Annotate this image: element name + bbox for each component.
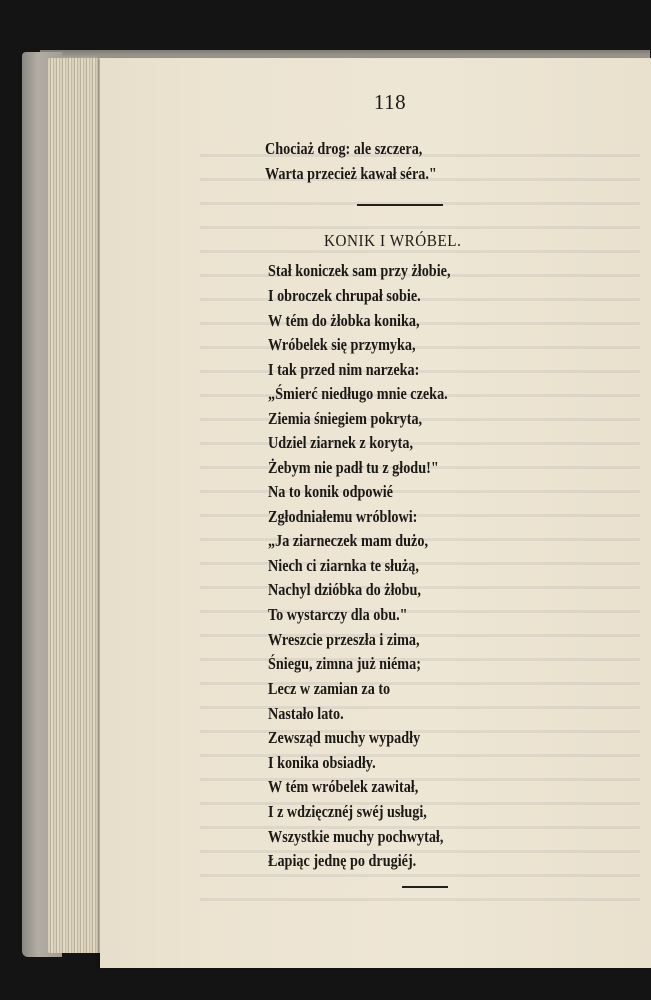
end-divider: [402, 886, 448, 888]
poem-line: I konika obsiadły.: [268, 753, 376, 772]
poem-line: Łapiąc jednę po drugiéj.: [268, 851, 417, 870]
poem-line: „Ja ziarneczek mam dużo,: [268, 531, 429, 550]
poem-line: I z wdzięcznéj swéj usługi,: [268, 802, 427, 821]
poem-line: W tém do żłobka konika,: [268, 311, 420, 330]
poem-line: To wystarczy dla obu.": [268, 605, 408, 624]
poem-line: Zgłodniałemu wróblowi:: [268, 507, 418, 526]
section-divider: [357, 204, 443, 206]
poem-line: W tém wróbelek zawitał,: [268, 777, 419, 796]
poem-line: Zewsząd muchy wypadły: [268, 728, 421, 747]
poem-title: KONIK I WRÓBEL.: [324, 231, 462, 250]
poem-line: Udziel ziarnek z koryta,: [268, 433, 414, 452]
poem-line: Żebym nie padł tu z głodu!": [268, 458, 439, 477]
poem-line: Stał koniczek sam przy żłobie,: [268, 261, 451, 280]
poem-line: Lecz w zamian za to: [268, 679, 391, 698]
poem-line: Na to konik odpowié: [268, 482, 393, 501]
poem-line: Wszystkie muchy pochwytał,: [268, 827, 444, 846]
poem-line: Wróbelek się przymyka,: [268, 335, 416, 354]
poem-line: I obroczek chrupał sobie.: [268, 286, 421, 305]
poem-line: Nastało lato.: [268, 704, 344, 723]
poem-line: I tak przed nim narzeka:: [268, 360, 420, 379]
poem-line: Śniegu, zimna już niéma;: [268, 654, 421, 673]
intro-line: Warta przecież kawał séra.": [265, 164, 437, 183]
poem-line: „Śmierć niedługo mnie czeka.: [268, 384, 448, 403]
intro-line: Chociaż drog: ale szczera,: [265, 139, 423, 158]
poem-line: Ziemia śniegiem pokryta,: [268, 409, 423, 428]
poem-line: Niech ci ziarnka te służą,: [268, 556, 419, 575]
poem-line: Nachyl dzióbka do żłobu,: [268, 580, 421, 599]
poem-line: Wreszcie przeszła i zima,: [268, 630, 420, 649]
page-number: 118: [373, 90, 407, 114]
